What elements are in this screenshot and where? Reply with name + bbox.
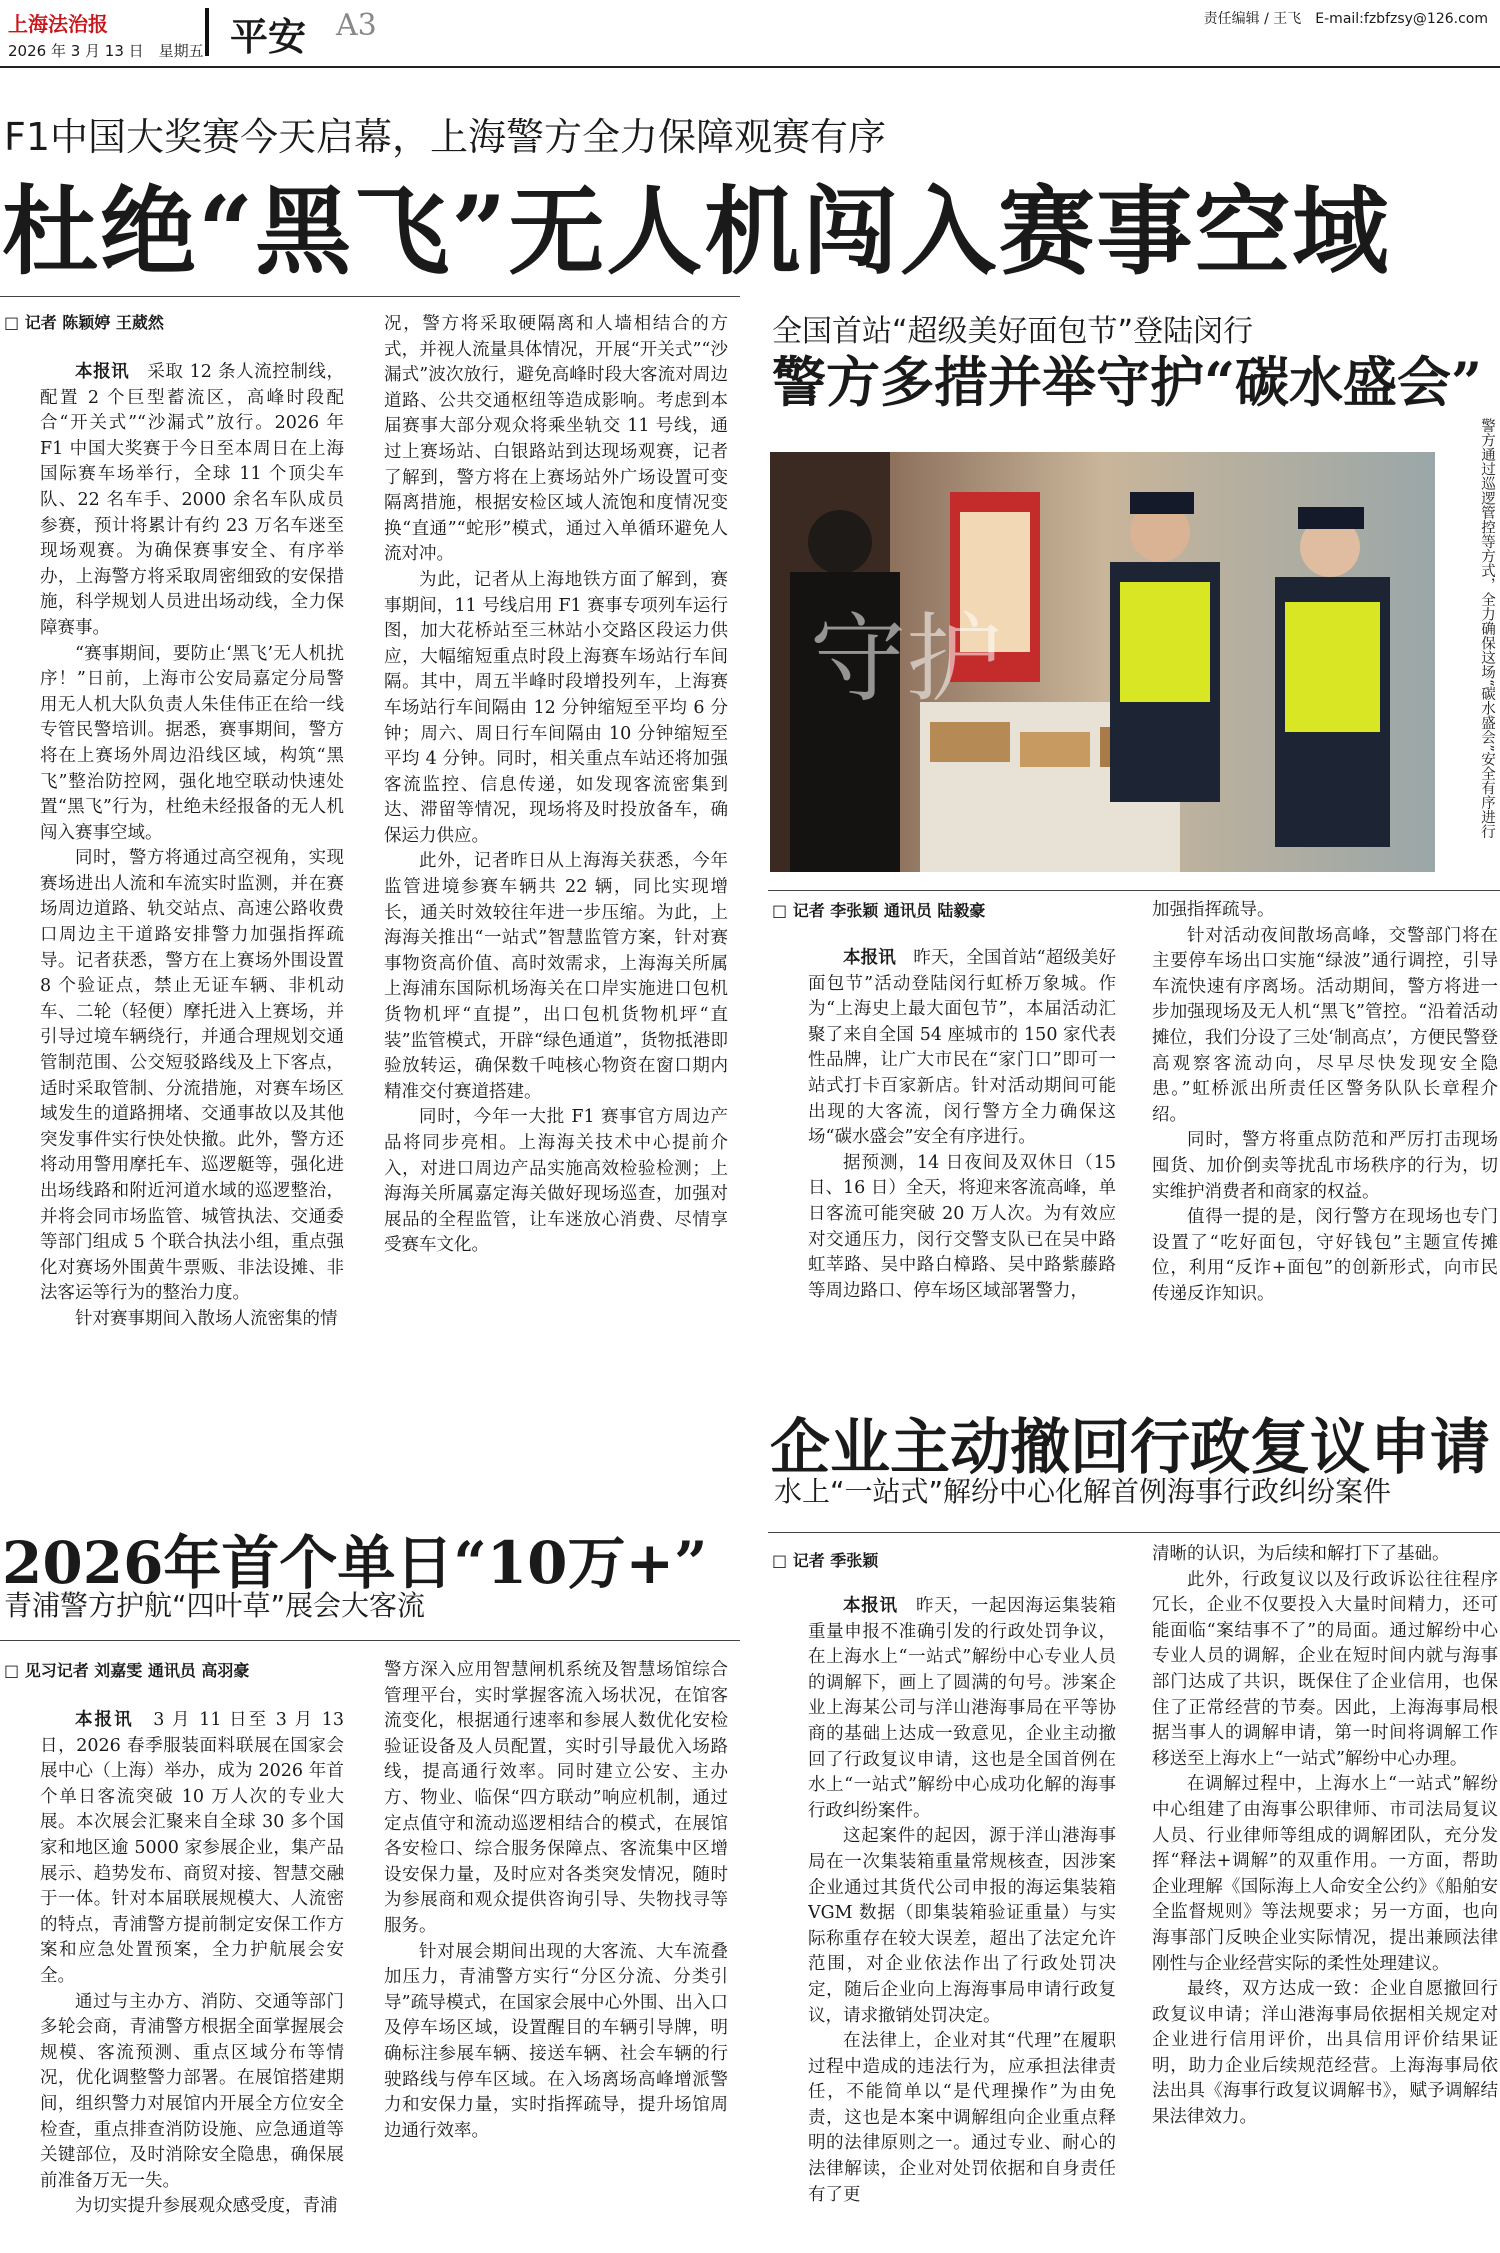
paragraph (1152, 1568, 1498, 1773)
paragraph (1152, 1772, 1498, 1977)
paragraph (1152, 924, 1498, 1129)
paragraph (808, 1151, 1116, 1305)
article2-column-1 (808, 946, 1116, 1386)
paragraph-text: 昨天，一起因海运集装箱重量申报不准确引发的行政处罚争议，在上海水上“一站式”解纷中心专业人员的调解下，画上了圆满的句号。涉案企业上海某公司与洋山港海事局在平等协商的基础上达成一致意见，企业主动撤回了行政复议申请，这也是全国首例在水上“一站式”解纷中心成功化解的海事行政纠纷案件。 (808, 1596, 1116, 1821)
dateline: 本报讯 (75, 362, 130, 382)
article3-subtitle: 水上“一站式”解纷中心化解首例海事行政纠纷案件 (774, 1475, 1392, 1508)
paragraph (384, 312, 728, 568)
paragraph (808, 1594, 1116, 1824)
paragraph (40, 1990, 344, 2195)
article3-rule (768, 1532, 1500, 1533)
article2-title: 警方多措并举守护“碳水盛会” (772, 350, 1483, 414)
paragraph-text: 据预测，14 日夜间及双休日（15 日、16 日）全天，将迎来客流高峰，单日客流可能突破 20 万人次。为有效应对交通压力，闵行交警支队已在吴中路虹莘路、吴中路白樟路、吴中路紫藤路等周边路口、停车场区域部署警力， (808, 1152, 1116, 1301)
paragraph-text: 在法律上，企业对其“代理”在履职过程中造成的违法行为，应承担法律责任，不能简单以“是代理操作”为由免责，这也是本案中调解组向企业重点释明的法律原则之一。通过专业、耐心的法律解读，企业对处罚依据和自身责任有了更 (808, 2031, 1116, 2205)
photo-caption: 警方通过巡逻管控等方式，全力确保这场“碳水盛会”安全有序进行 (1479, 418, 1495, 839)
article4-column-2 (384, 1658, 728, 2249)
paragraph (40, 1307, 344, 1333)
dateline: 本报讯 (75, 1710, 134, 1730)
paragraph-text: 在调解过程中，上海水上“一站式”解纷中心组建了由海事公职律师、市司法局复议人员、行业律师等组成的调解团队，充分发挥“释法+调解”的双重作用。一方面，帮助企业理解《国际海上人命安全公约》《船舶安全监督规则》等法规要求；另一方面，也向海事部门反映企业实际情况，提出兼顾法律刚性与企业经营实际的柔性处理建议。 (1152, 1774, 1498, 1974)
article4-byline: □ 见习记者 刘嘉雯 通讯员 高羽豪 (4, 1661, 250, 1680)
paragraph-text: 针对展会期间出现的大客流、大车流叠加压力，青浦警方实行“分区分流、分类引导”疏导模式，在国家会展中心外围、出入口及停车场区域，设置醒目的车辆引导牌，明确标注参展车辆、接送车辆、社会车辆的行驶路线与停车区域。在入场离场高峰增派警力和安保力量，实时指挥疏导，提升场馆周边通行效率。 (384, 1941, 728, 2141)
masthead-divider (205, 8, 209, 56)
paragraph (1152, 1542, 1498, 1568)
article4-title: 2026年首个单日“10万+” (2, 1529, 708, 1597)
article3-column-2 (1152, 1542, 1498, 2249)
paragraph-text: “赛事期间，要防止‘黑飞’无人机扰序！”日前，上海市公安局嘉定分局警用无人机大队负责人朱佳伟正在给一线专管民警培训。据悉，赛事期间，警方将在上赛场外周边沿线区域，构筑“黑飞”整治防控网，强化地空联动快速处置“黑飞”行为，杜绝未经报备的无人机闯入赛事空域。 (40, 643, 344, 843)
article2-byline: □ 记者 李张颖 通讯员 陆毅豪 (772, 901, 986, 920)
masthead-rule (0, 66, 1500, 68)
paragraph-text: 清晰的认识，为后续和解打下了基础。 (1152, 1544, 1450, 1564)
paragraph-text: 针对活动夜间散场高峰，交警部门将在主要停车场出口实施“绿波”通行调控，引导车流快速有序离场。活动期间，警方将进一步加强现场及无人机“黑飞”管控。“沿着活动摊位，我们分设了三处‘制高点’，方便民警登高观察客流动向，尽早尽快发现安全隐患。”虹桥派出所责任区警务队队长章程介绍。 (1152, 925, 1498, 1125)
paragraph (40, 642, 344, 847)
article2-kicker: 全国首站“超级美好面包节”登陆闵行 (772, 314, 1254, 349)
page-number: A3 (336, 8, 377, 43)
article1-column-2 (384, 312, 728, 1460)
paragraph-text: 通过与主办方、消防、交通等部门多轮会商，青浦警方根据全面掌握展会规模、客流预测、重点区域分布等情况，优化调整警力部署。在展馆搭建期间，组织警力对展馆内开展全方位安全检查，重点排查消防设施、应急通道等关键部位，及时消除安全隐患，确保展前准备万无一失。 (40, 1991, 344, 2191)
article2-rule (768, 890, 1500, 891)
paragraph (384, 1658, 728, 1940)
paragraph-text: 采取 12 条人流控制线，配置 2 个巨型蓄流区，高峰时段配合“开关式”“沙漏式”放行。2026 年 F1 中国大奖赛于今日至本周日在上海国际赛车场举行，全球 11 个顶尖车队、22 名车手、2000 余名车队成员参赛，预计将累计有约 23 万名车迷至现场观赛。为确保赛事安全、有序举办，上海警方将采取周密细致的安保措施，科学规划人员进出场动线，全力保障赛事。 (40, 362, 344, 638)
paragraph (40, 2194, 344, 2220)
article2-column-2 (1152, 898, 1498, 1386)
article3-title: 企业主动撤回行政复议申请 (770, 1413, 1490, 1483)
section-name: 平安 (230, 15, 307, 59)
article1-title: 杜绝“黑飞”无人机闯入赛事空域 (2, 175, 1391, 288)
paragraph-text: 同时，今年一大批 F1 赛事官方周边产品将同步亮相。上海海关技术中心提前介入，对进口周边产品实施高效检验检测；上海海关所属嘉定海关做好现场巡查，加强对展品的全程监管，让车迷放心消费、尽情享受赛车文化。 (384, 1107, 728, 1256)
paragraph-text: 警方深入应用智慧闸机系统及智慧场馆综合管理平台，实时掌握客流入场状况，在馆客流变化，根据通行速率和参展人数优化安检验证设备及人员配置，实时引导最优入场路线，提高通行效率。同时建立公安、主办方、物业、临保“四方联动”响应机制，通过定点值守和流动巡逻相结合的模式，在展馆各安检口、综合服务保障点、客流集中区增设安保力量，及时应对各类突发情况，随时为参展商和观众提供咨询引导、失物找寻等服务。 (384, 1660, 728, 1936)
paragraph-text: 为此，记者从上海地铁方面了解到，赛事期间，11 号线启用 F1 赛事专项列车运行图，加大花桥站至三林站小交路区段运力供应，大幅缩短重点时段上海赛车场站行车间隔。其中，周五半峰时段增投列车，上海赛车场站行车间隔由 12 分钟缩短至平均 6 分钟；周六、周日行车间隔由 10 分钟缩短至平均 4 分钟。同时，相关重点车站还将加强客流监控、信息传递，如发现客流密集到达、滞留等情况，现场将及时投放备车，确保运力供应。 (384, 569, 728, 846)
paragraph-text: 值得一提的是，闵行警方在现场也专门设置了“吃好面包，守好钱包”主题宣传摊位，利用“反诈+面包”的创新形式，向市民传递反诈知识。 (1152, 1207, 1498, 1304)
paragraph-text: 针对赛事期间入散场人流密集的情 (75, 1308, 338, 1329)
paragraph (40, 846, 344, 1307)
paragraph-text: 况，警方将采取硬隔离和人墙相结合的方式，并视人流量具体情况，开展“开关式”“沙漏式”波次放行，避免高峰时段大客流对周边道路、公共交通枢纽等造成影响。考虑到本届赛事大部分观众将乘坐轨交 11 号线，通过上赛场站、白银路站到达现场观赛，记者了解到，警方将在上赛场站外广场设置可变隔离措施，根据安检区域人流饱和度情况变换“直通”“蛇形”模式，通过入单循环避免人流对冲。 (384, 314, 728, 565)
paragraph (384, 1105, 728, 1259)
dateline: 本报讯 (843, 948, 896, 968)
paragraph (1152, 1205, 1498, 1307)
paragraph-text: 这起案件的起因，源于洋山港海事局在一次集装箱重量常规核查，因涉案企业通过其货代公司申报的海运集装箱 VGM 数据（即集装箱验证重量）与实际称重存在较大误差，超出了法定允许范围，对企业依法作出了行政处罚决定，随后企业向上海海事局申请行政复议，请求撤销处罚决定。 (808, 1826, 1116, 2026)
paragraph (40, 360, 344, 642)
newspaper-logo: 上海法治报 (8, 12, 108, 36)
article2-photo (770, 452, 1435, 872)
paragraph-text: 为切实提升参展观众感受度，青浦 (75, 2196, 338, 2217)
paragraph-text: 同时，警方将重点防范和严厉打击现场囤货、加价倒卖等扰乱市场秩序的行为，切实维护消费者和商家的权益。 (1152, 1130, 1498, 1202)
paragraph-text: 最终，双方达成一致：企业自愿撤回行政复议申请；洋山港海事局依据相关规定对企业进行信用评价，出具信用评价结果证明，助力企业后续规范经营。上海海事局依法出具《海事行政复议调解书》，赋予调解结果法律效力。 (1152, 1979, 1498, 2128)
paragraph (384, 1940, 728, 2145)
paragraph (384, 849, 728, 1105)
paragraph-text: 3 月 11 日至 3 月 13 日，2026 春季服装面料联展在国家会展中心（上海）举办，成为 2026 年首个单日客流突破 10 万人次的专业大展。本次展会汇聚来自全球 30 多个国家和地区逾 5000 家参展企业，集产品展示、趋势发布、商贸对接、智慧交融于一体。针对本届联展规模大、人流密的特点，青浦警方提前制定安保工作方案和应急处置预案，全力护航展会安全。 (40, 1710, 344, 1986)
issue-date: 2026 年 3 月 13 日 星期五 (8, 42, 204, 60)
article1-rule (0, 296, 740, 297)
paragraph-text: 此外，行政复议以及行政诉讼往往程序冗长，企业不仅要投入大量时间精力，还可能面临“案结事不了”的局面。通过解纷中心专业人员的调解，企业在短时间内就与海事部门达成了共识，既保住了企业信用，也保住了正常经营的节奏。因此，上海海事局根据当事人的调解申请，第一时间将调解工作移送至上海水上“一站式”解纷中心办理。 (1152, 1569, 1498, 1769)
photo-overlay-text: 守护 (810, 603, 1002, 715)
article4-column-1 (40, 1708, 344, 2249)
paragraph-text: 加强指挥疏导。 (1152, 900, 1275, 920)
article1-kicker: F1中国大奖赛今天启幕，上海警方全力保障观赛有序 (4, 115, 887, 159)
paragraph (384, 568, 728, 850)
paragraph-text: 此外，记者昨日从上海海关获悉，今年监管进境参赛车辆共 22 辆，同比实现增长，通关时效较往年进一步压缩。为此，上海海关推出“一站式”智慧监管方案，针对赛事物资高价值、高时效需求，上海海关所属上海浦东国际机场海关在口岸实施进口包机货物机坪“直提”，出口包机货物机坪“直装”监管模式，开辟“绿色通道”，货物抵港即验放转运，确保数千吨核心物资在窗口期内精准交付赛道搭建。 (384, 851, 728, 1102)
article4-subtitle: 青浦警方护航“四叶草”展会大客流 (4, 1589, 426, 1622)
police-photo-illustration (770, 452, 1435, 872)
article4-rule (0, 1640, 740, 1641)
paragraph (1152, 898, 1498, 924)
paragraph (808, 1824, 1116, 2029)
article3-byline: □ 记者 季张颖 (772, 1551, 879, 1570)
dateline: 本报讯 (843, 1596, 898, 1616)
paragraph-text: 昨天，全国首站“超级美好面包节”活动登陆闵行虹桥万象城。作为“上海史上最大面包节”，本届活动汇聚了来自全国 54 座城市的 150 家代表性品牌，让广大市民在“家门口”即可一站式打卡百家新店。针对活动期间可能出现的大客流，闵行警方全力确保这场“碳水盛会”安全有序进行。 (808, 948, 1116, 1148)
article1-byline: □ 记者 陈颖婷 王葳然 (4, 313, 164, 332)
paragraph (808, 2029, 1116, 2208)
paragraph (808, 946, 1116, 1151)
paragraph (1152, 1128, 1498, 1205)
editor-info: 责任编辑 / 王飞 E-mail:fzbfzsy@126.com (1203, 11, 1488, 27)
paragraph-text: 同时，警方将通过高空视角，实现赛场进出人流和车流实时监测，并在赛场周边道路、轨交站点、高速公路收费口周边主干道路安排警力加强指挥疏导。记者获悉，警方在上赛场外围设置 8 个验证点，禁止无证车辆、非机动车、二轮（轻便）摩托进入上赛场，并引导过境车辆绕行，并通合理规划交通管制范围、公交短驳路线及上下客点，适时采取管制、分流措施，对赛车场区域发生的道路拥堵、交通事故以及其他突发事件实行快处快撤。此外，警方还将动用警用摩托车、巡逻艇等，强化进出场线路和附近河道水域的巡逻整治，并将会同市场监管、城管执法、交通委等部门组成 5 个联合执法小组，重点强化对赛场外围黄牛票贩、非法设摊、非法客运等行为的整治力度。 (40, 848, 344, 1304)
paragraph (40, 1708, 344, 1990)
article3-column-1 (808, 1594, 1116, 2249)
article1-column-1 (40, 360, 344, 1460)
paragraph (1152, 1977, 1498, 2131)
